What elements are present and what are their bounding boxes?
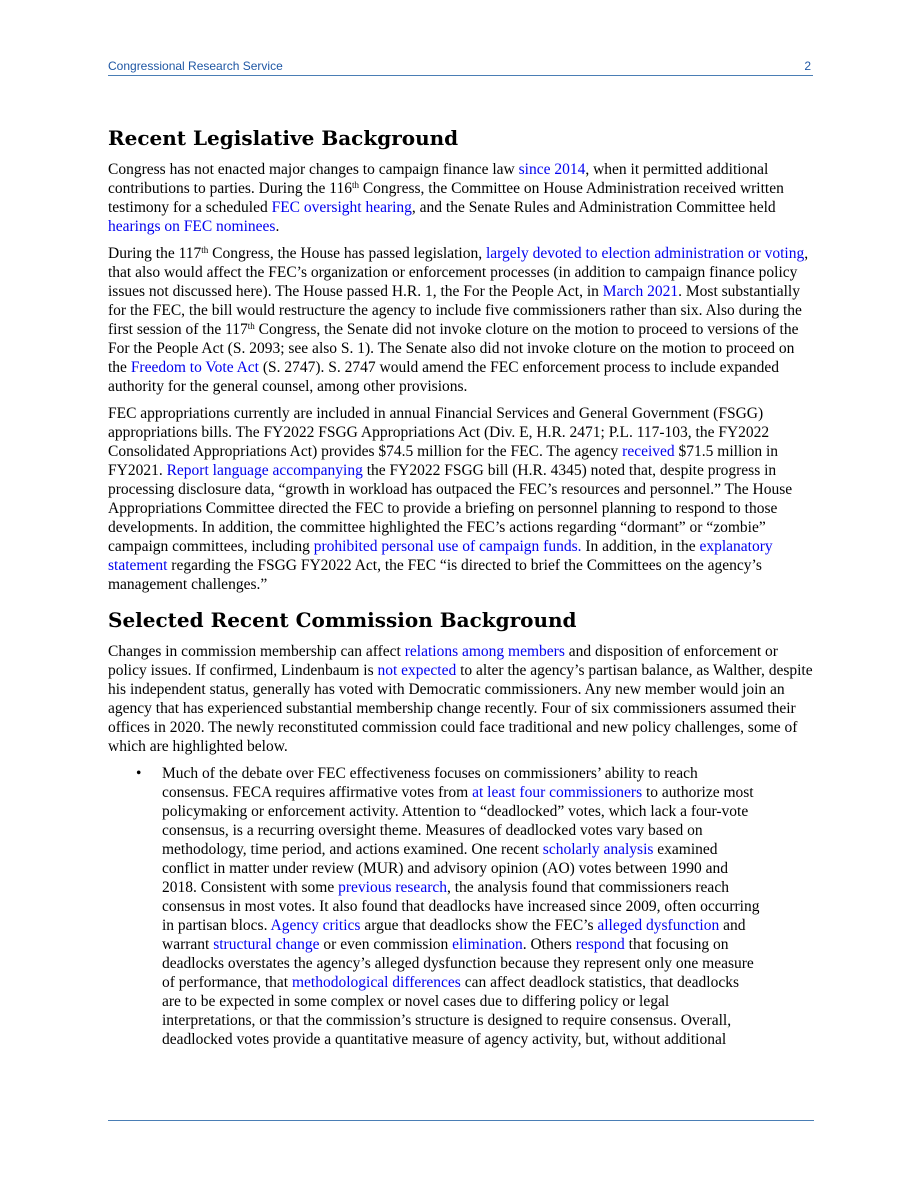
text: . Others [522,936,576,953]
text: can affect deadlock statistics, that deadlocks are to be expected in some complex or novel cases due to differing policy or legal interpretations, or that the commission’s structure is designed to require consensus. Overall, deadlocked votes provide a quantitative measure of agency activity, but, without additional [162,974,740,1048]
text: Congress, the Committee on House Administration received written testimony for a scheduled [108,180,784,216]
paragraph-3 [108,404,814,594]
link-alleged-dysfunction[interactable]: alleged dysfunction [597,917,720,934]
link-explanatory-statement[interactable]: explanatory statement [108,538,773,574]
bullet-marker: • [136,765,142,782]
link-freedom-to-vote-act[interactable]: Freedom to Vote Act [130,359,259,376]
paragraph-1 [108,160,814,236]
paragraph-4 [108,642,814,756]
text: Congress, the Senate did not invoke cloture on the motion to proceed to versions of the For the People Act (S. 2093; see also S. 1). The Senate also did not invoke cloture on the motion to proceed on the [108,321,799,376]
link-respond[interactable]: respond [575,936,625,953]
text: , and the Senate Rules and Administration Committee held [411,199,776,216]
text: or even commission [319,936,453,953]
text: . Most substantially for the FEC, the bill would restructure the agency to include five commissioners rather than six. Also during the first session of the 117 [108,283,802,338]
text: Much of the debate over FEC effectiveness focuses on commissioners’ ability to reach consensus. FECA requires affirmative votes from [162,765,698,801]
text: regarding the FSGG FY2022 Act, the FEC “is directed to brief the Committees on the agency’s management challenges.” [108,557,762,593]
text: . [275,218,280,235]
text: , the analysis found that commissioners reach consensus in most votes. It also found that deadlocks have increased since 2009, often occurring in partisan blocs. [162,879,760,934]
link-election-administration[interactable]: largely devoted to election administration or voting [485,245,805,262]
header-org: Congressional Research Service [108,59,283,73]
link-agency-critics[interactable]: Agency critics [270,917,361,934]
text: the FY2022 FSGG bill (H.R. 4345) noted that, despite progress in processing disclosure data, “growth in workload has outpaced the FEC’s resources and personnel.” The House Appropriations Committee directed the FEC to provide a briefing on personnel planning to respond to those developments. In addition, the committee highlighted the FEC’s actions regarding “dormant” or “zombie” campaign committees, including [108,462,793,555]
text: to authorize most policymaking or enforcement activity. Attention to “deadlocked” votes, which lack a four-vote consensus, is a recurring oversight theme. Measures of deadlocked votes vary based on methodology, time period, and actions examined. One recent [162,784,754,858]
link-at-least-four-commissioners[interactable]: at least four commissioners [472,784,643,801]
link-since-2014[interactable]: since 2014 [518,161,586,178]
text: Congress has not enacted major changes to campaign finance law [108,161,519,178]
link-report-language[interactable]: Report language accompanying [166,462,363,479]
superscript: th [351,180,359,190]
text: FEC appropriations currently are included in annual Financial Services and General Government (FSGG) appropriations bills. The FY2022 FSGG Appropriations Act (Div. E, H.R. 2471; P.L. 117-103, the FY2022 Consolidated Appropriations Act) provides $74.5 million for the FEC. The agency [108,405,770,460]
text: $71.5 million in FY2021. [108,443,779,479]
link-relations-among-members[interactable]: relations among members [404,643,565,660]
text: that focusing on deadlocks overstates the agency’s alleged dysfunction because they represent only one measure of performance, that [162,936,754,991]
link-fec-oversight-hearing[interactable]: FEC oversight hearing [271,199,412,216]
text: and disposition of enforcement or policy issues. If confirmed, Lindenbaum is [108,643,778,679]
link-hearings-fec-nominees[interactable]: hearings on FEC nominees [108,218,276,235]
text: In addition, in the [581,538,700,555]
link-march-2021[interactable]: March 2021 [602,283,679,300]
text: (S. 2747). S. 2747 would amend the FEC enforcement process to include expanded authority for the general counsel, among other provisions. [108,359,779,395]
text: During the 117 [108,245,202,262]
link-prohibited-personal-use[interactable]: prohibited personal use of campaign funds. [313,538,582,555]
text: argue that deadlocks show the FEC’s [360,917,598,934]
text: to alter the agency’s partisan balance, as Walther, despite his independent status, generally has voted with Democratic commissioners. Any new member would join an agency that has experienced substantial membership change recently. Four of six commissioners assumed their offices in 2020. The newly reconstituted commission could face traditional and new policy challenges, some of which are highlighted below. [108,662,813,755]
link-scholarly-analysis[interactable]: scholarly analysis [542,841,654,858]
page-header [108,57,813,76]
text: Changes in commission membership can affect [108,643,405,660]
link-not-expected[interactable]: not expected [377,662,457,679]
list-item [108,764,814,1049]
page-number: 2 [804,59,811,73]
text: examined conflict in matter under review (MUR) and advisory opinion (AO) votes between 1990 and 2018. Consistent with some [162,841,729,896]
superscript: th [247,321,255,331]
text: , when it permitted additional contributions to parties. During the 116 [108,161,769,197]
section-title-commission: Selected Recent Commission Background [108,608,577,632]
link-previous-research[interactable]: previous research [338,879,447,896]
section-title-legislative: Recent Legislative Background [108,126,459,150]
link-methodological-differences[interactable]: methodological differences [291,974,461,991]
text: , that also would affect the FEC’s organization or enforcement processes (in addition to campaign finance policy issues not discussed here). The House passed H.R. 1, the For the People Act, in [108,245,809,300]
paragraph-2 [108,244,814,396]
superscript: th [201,245,209,255]
footer-rule [108,1120,814,1121]
link-structural-change[interactable]: structural change [213,936,320,953]
text: and warrant [162,917,746,953]
bullet-list [108,764,814,1049]
text: Congress, the House has passed legislation, [208,245,486,262]
page-content [108,124,814,1049]
link-elimination[interactable]: elimination [452,936,523,953]
link-received[interactable]: received [622,443,675,460]
